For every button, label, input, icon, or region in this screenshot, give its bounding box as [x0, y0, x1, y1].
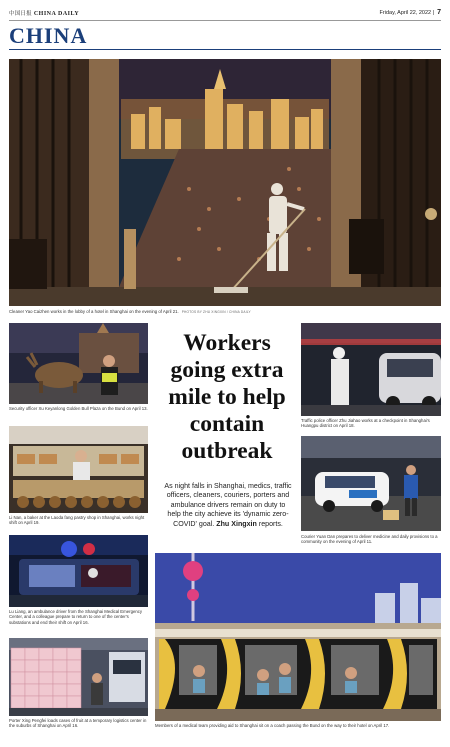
- caption-security-officer: Security officer Xu Keyanlong Golden Bull Plaza on the Bund on April 13.: [9, 406, 148, 411]
- photo-credit: PHOTOS BY ZHU XINGXIN / CHINA DAILY: [181, 310, 251, 314]
- section-title: CHINA: [9, 23, 88, 48]
- page-info: [380, 9, 441, 16]
- photo-security-officer: [9, 323, 148, 404]
- pastry-shop-illustration: [9, 426, 148, 513]
- photo-pastry-shop: [9, 426, 148, 513]
- page-number: 7: [437, 9, 441, 16]
- caption-hotel-lobby: Cleaner Yao Caizhen works in the lobby of a hotel in Shanghai on the evening of April 21. PHOTOS BY ZHU XINGXIN / CHINA DAILY: [9, 309, 251, 314]
- photo-hotel-lobby: [9, 59, 441, 306]
- photo-ambulance: [9, 535, 148, 607]
- photo-traffic-police: [301, 323, 441, 416]
- byline: Zhu Xingxin: [216, 519, 257, 528]
- header-separator: |: [432, 10, 435, 16]
- masthead-chinese: 中国日报: [9, 11, 32, 17]
- issue-date: Friday, April 22, 2022: [379, 10, 432, 16]
- lede-text: As night falls in Shanghai, medics, traffic officers, cleaners, couriers, porters and ambulance drivers remain on duty to help the city achieve its 'dynamic zero-COVID' goal.: [164, 482, 292, 528]
- photo-porter: [9, 638, 148, 716]
- photo-courier: [301, 436, 441, 531]
- masthead-brand: CHINA DAILY: [33, 11, 80, 17]
- caption-ambulance: Lu Liang, an ambulance driver from the Shanghai Medical Emergency Center, and a colleague prepare to return to one of the center's substations and end their shift on April 16.: [9, 609, 143, 625]
- security-officer-illustration: [9, 323, 148, 404]
- hotel-lobby-illustration: [9, 59, 441, 306]
- byline-suffix: reports.: [258, 519, 283, 528]
- headline: Workers going extra mile to help contain outbreak: [168, 330, 286, 464]
- porter-illustration: [9, 638, 148, 716]
- medical-team-bus-illustration: [155, 553, 441, 721]
- courier-illustration: [301, 436, 441, 531]
- caption-medical-team-bus: Members of a medical team providing aid to Shanghai sit on a coach passing the Bund on the way to their hotel on April 17.: [155, 723, 390, 728]
- lede: [163, 482, 293, 529]
- caption-courier: Courier Yuan Dan prepares to deliver medicine and daily provisions to a community on the evening of April 11.: [301, 534, 438, 545]
- traffic-police-illustration: [301, 323, 441, 416]
- caption-porter: Porter Xing Pengfei loads cases of fruit at a temporary logistics center in the suburbs of Shanghai on April 16.: [9, 718, 147, 729]
- caption-traffic-police: Traffic police officer Zhu Jiahao works at a checkpoint in Shanghai's Huangpu district on April 18.: [301, 418, 430, 429]
- masthead: [9, 9, 79, 17]
- photo-medical-team-bus: [155, 553, 441, 721]
- ambulance-illustration: [9, 535, 148, 607]
- header-rule: [9, 20, 441, 21]
- section-rule: [9, 49, 441, 50]
- caption-pastry-shop: Li Nan, a baker at the Laoda fang pastry shop in Shanghai, works night shift on April 19.: [9, 515, 145, 526]
